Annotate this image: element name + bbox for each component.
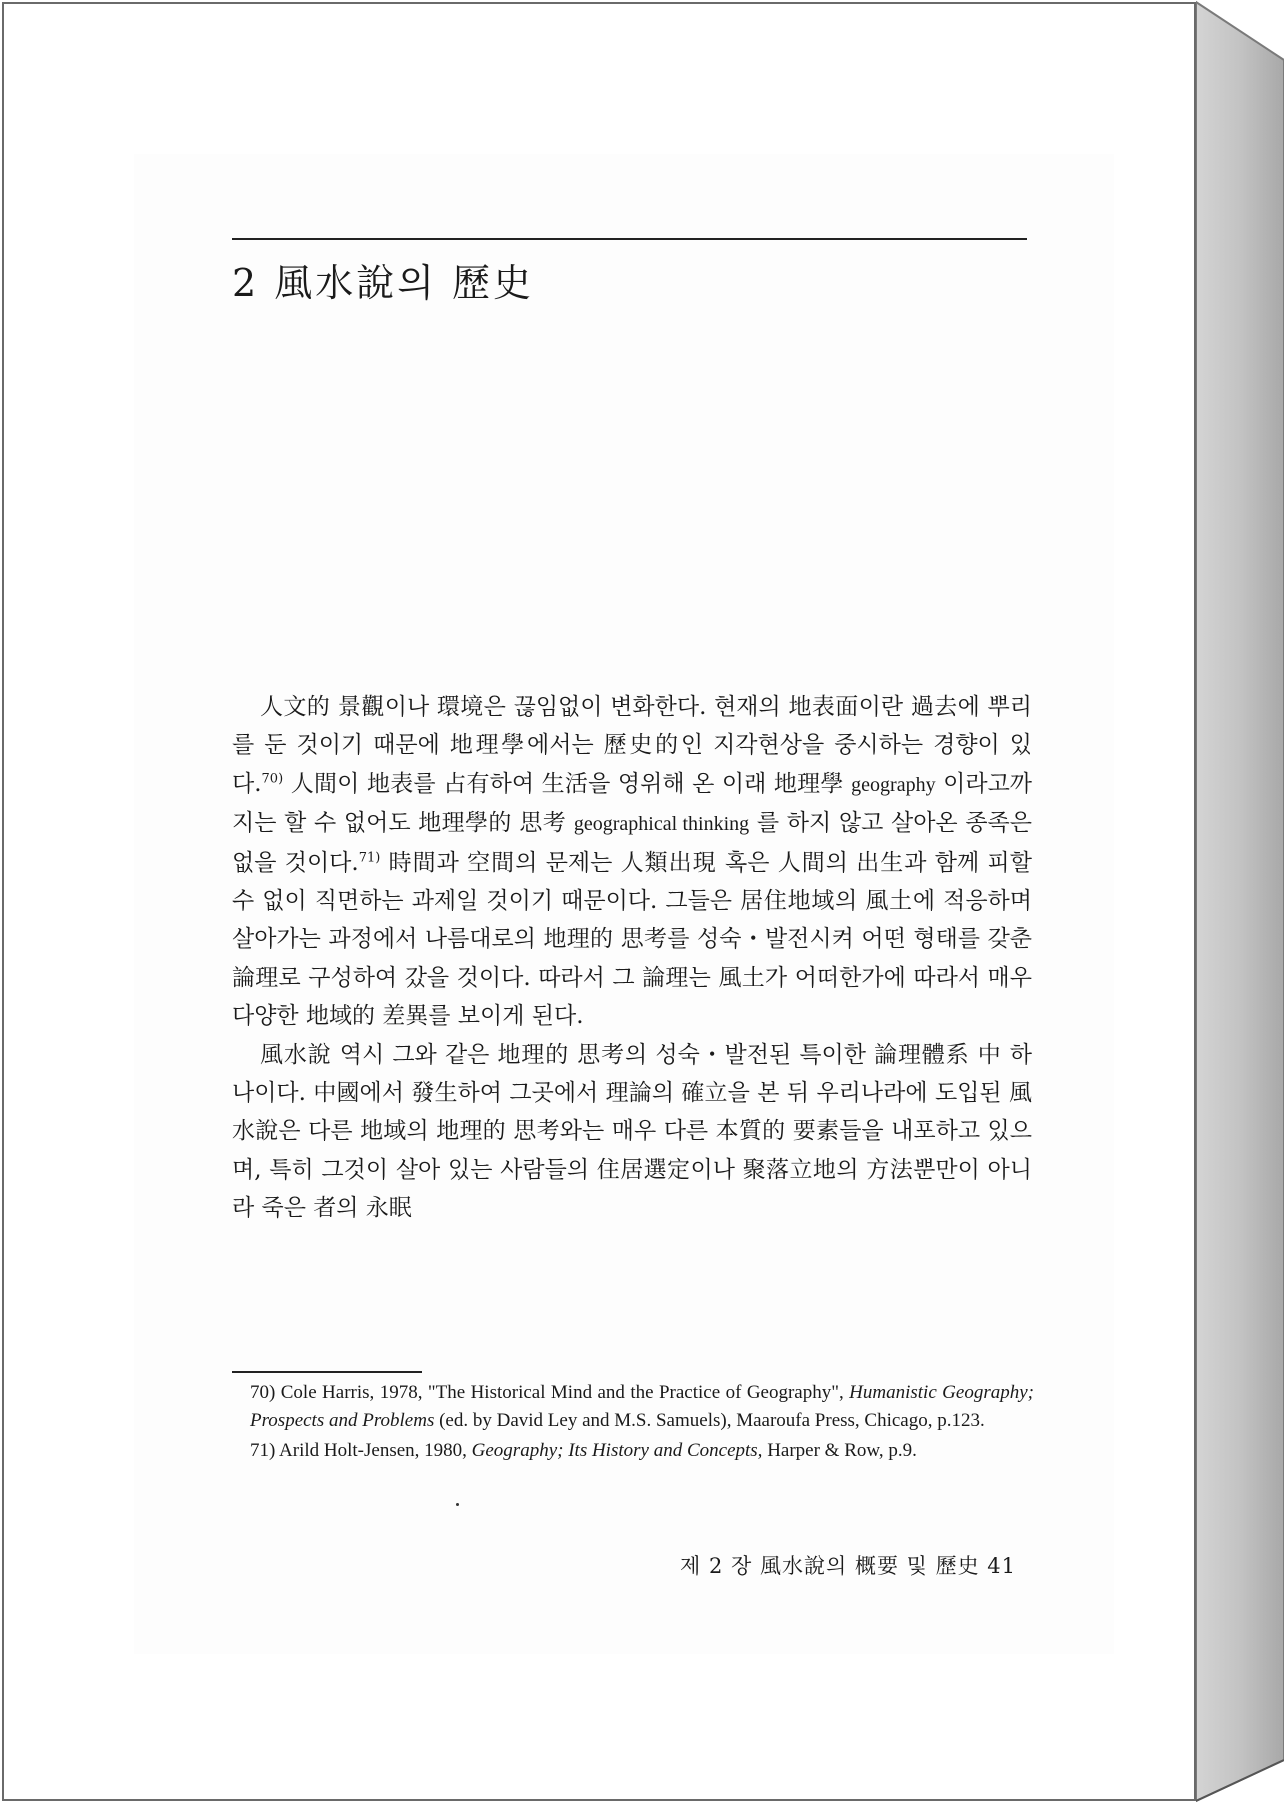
book-edge [1196,0,1284,1806]
fn70-book-title: Humanistic Geography; Prospects and Problems [250,1382,1034,1431]
title-rule [232,238,1027,240]
footnote-rule [232,1371,422,1373]
running-footer: 제 2 장 風水說의 概要 및 歷史 41 [680,1554,1016,1578]
footnote-71 [250,1437,1034,1465]
fn70-text-b: (ed. by David Ley and M.S. Samuels), Maaroufa Press, Chicago, p.123. [434,1410,985,1431]
body-text [232,688,1032,1228]
english-term-geographical-thinking: geographical thinking [573,813,750,836]
footnotes [250,1379,1034,1467]
p1-text-d: 를 하지 않고 살아온 종족은 없을 것이다. [232,810,1032,876]
p1-text-c: 이라고까지는 할 수 없어도 地理學的 思考 [232,770,1033,837]
english-term-geography: geography [851,773,936,796]
footnote-70 [250,1379,1034,1435]
paragraph-1 [232,688,1032,1036]
footnote-ref-70: 70) [261,771,284,787]
section-title: 2 風水說의 歷史 [232,261,535,305]
fn70-text-a: 70) Cole Harris, 1978, "The Historical Mind and the Practice of Geography", [250,1382,850,1403]
fn71-text-b: Harper & Row, p.9. [762,1440,917,1461]
fn71-book-title: Geography; Its History and Concepts, [471,1440,763,1461]
footnote-ref-71: 71) [358,849,381,865]
p1-text-e: 時間과 空間의 문제는 人類出現 혹은 人間의 出生과 함께 피할 수 없이 직면하는 과제일 것이기 때문이다. 그들은 居住地域의 風土에 적응하며 살아가는 과정에서 나름대로의 地理的 思考를 성숙・발전시켜 어떤 형태를 갖춘 論理로 구성하여 갔을 것이다. 따라서 그 論理는 風土가 어떠한가에 따라서 매우 다양한 地域的 差異를 보이게 된다. [232,849,1032,1030]
p1-text-a: 人文的 景觀이나 環境은 끊임없이 변화한다. 현재의 地表面이란 過去에 뿌리를 둔 것이기 때문에 地理學에서는 歷史的인 지각현상을 중시하는 경향이 있다. [232,694,1032,797]
p1-text-b: 人間이 地表를 占有하여 生活을 영위해 온 이래 地理學 [283,770,852,797]
fn71-text-a: 71) Arild Holt-Jensen, 1980, [250,1440,472,1461]
print-speck [456,1503,459,1506]
paragraph-2: 風水說 역시 그와 같은 地理的 思考의 성숙・발전된 특이한 論理體系 中 하나이다. 中國에서 發生하여 그곳에서 理論의 確立을 본 뒤 우리나라에 도입된 風水說은 다른 地域의 地理的 思考와는 매우 다른 本質的 要素들을 내포하고 있으며, 특히 그것이 살아 있는 사람들의 住居選定이나 聚落立地의 方法뿐만이 아니라 죽은 者의 永眠 [232,1041,1032,1222]
